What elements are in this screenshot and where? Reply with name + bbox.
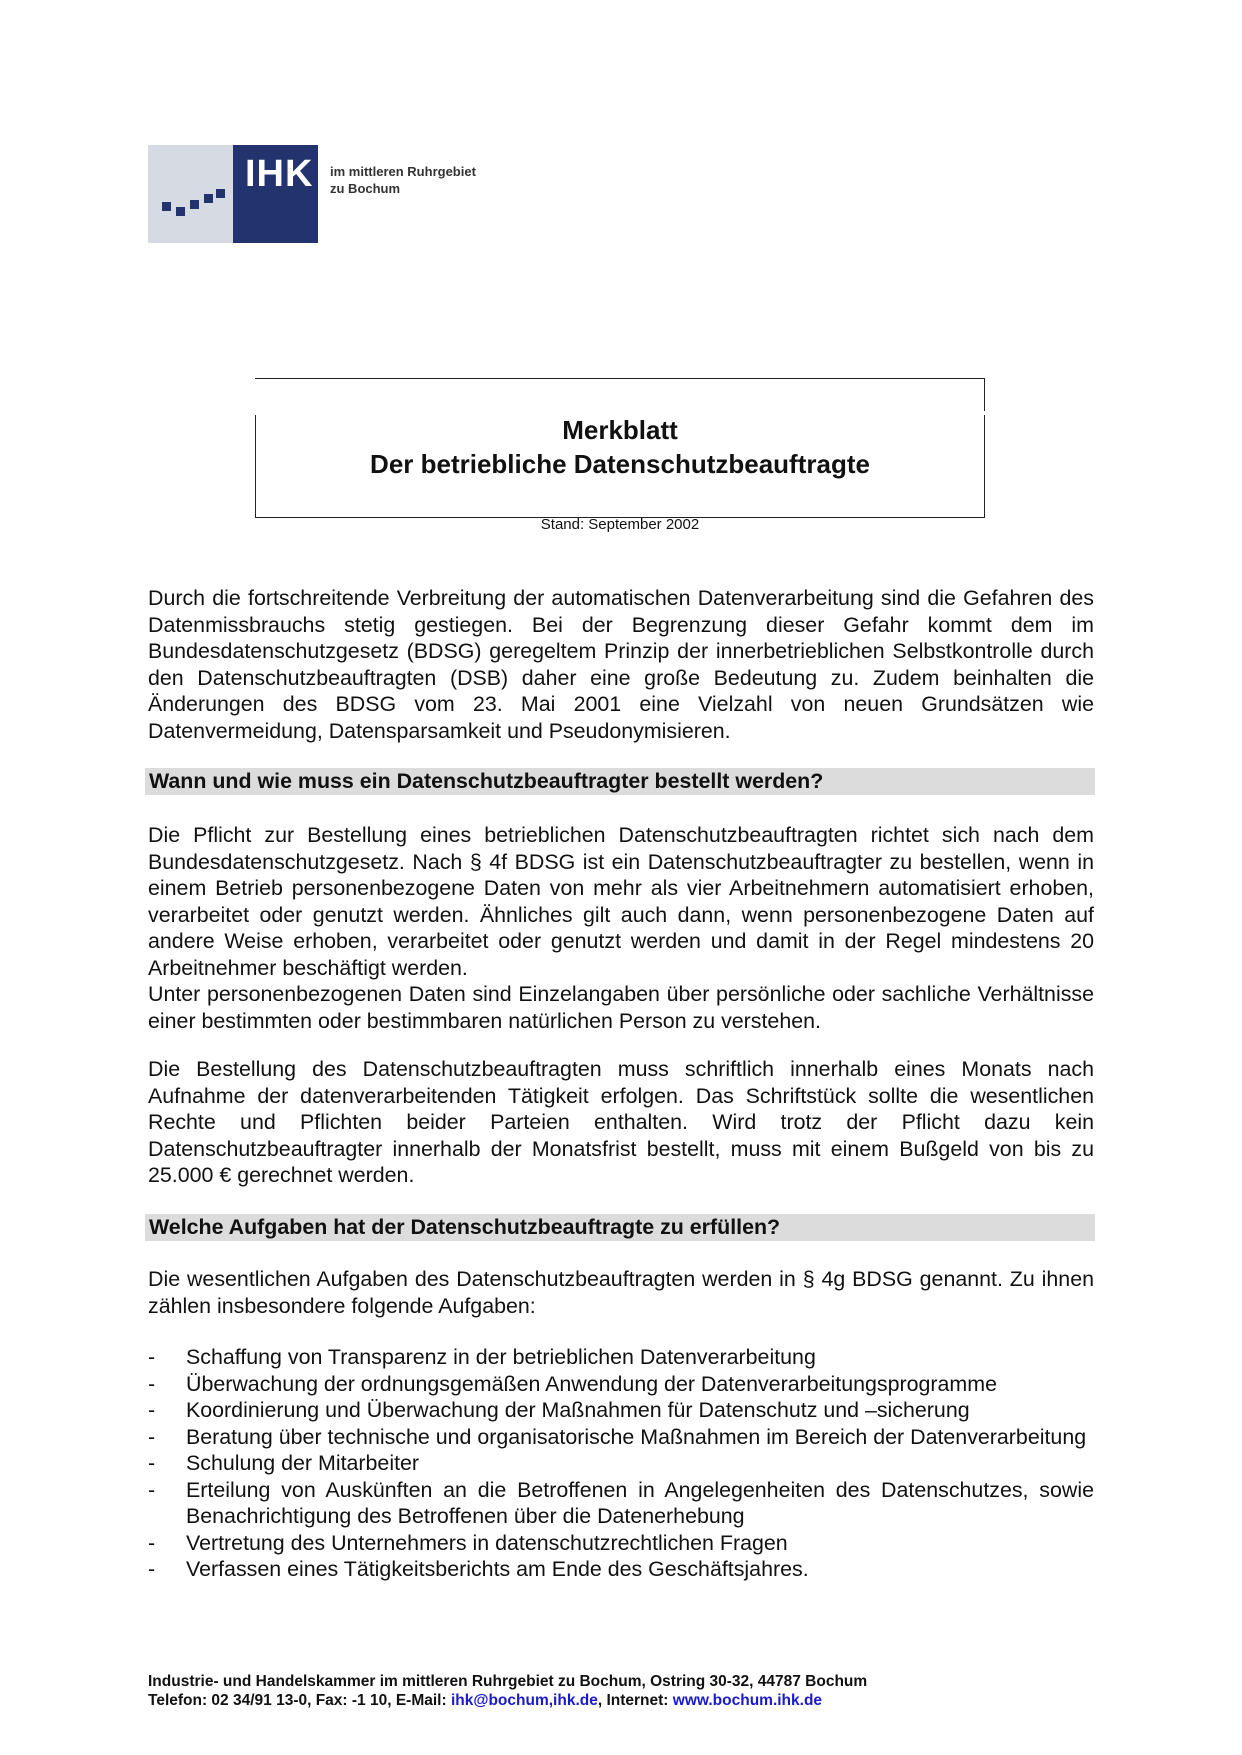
logo-square (190, 200, 199, 209)
list-item-text: Erteilung von Auskünften an die Betroffenen in Angelegenheiten des Datenschutzes, sowie Benachrichtigung des Betroffenen über die Datenerhebung (186, 1477, 1094, 1528)
title-box-border (984, 415, 985, 517)
paragraph: Die wesentlichen Aufgaben des Datenschutzbeauftragten werden in § 4g BDSG genannt. Zu ihnen zählen insbesondere folgende Aufgaben: (148, 1267, 1094, 1318)
bullet-dash: - (148, 1424, 156, 1449)
section-1-body-2 (148, 1056, 1094, 1189)
email-link[interactable]: ihk@bochum,ihk.de (450, 1692, 598, 1709)
list-item-text: Überwachung der ordnungsgemäßen Anwendung der Datenverarbeitungsprogramme (186, 1371, 997, 1396)
list-item (148, 1556, 1094, 1583)
footer-internet-label: , Internet: (597, 1692, 673, 1709)
bullet-dash: - (148, 1477, 156, 1502)
list-item (148, 1424, 1094, 1451)
bullet-dash: - (148, 1345, 156, 1369)
intro-text: Durch die fortschreitende Verbreitung der automatischen Datenverarbeitung sind die Gefahren des Datenmissbrauchs stetig gestiegen. Bei der Begrenzung dieser Gefahr kommt dem im Bundesdatenschutzgesetz (BDSG) geregeltem Prinzip der innerbetrieblichen Selbstkontrolle durch den Datenschutzbeauftragten (DSB) daher eine große Bedeutung zu. Zudem beinhalten die Änderungen des BDSG vom 23. Mai 2001 eine Vielzahl von neuen Grundsätzen wie Datenvermeidung, Datensparsamkeit und Pseudonymisieren. (148, 586, 1094, 743)
list-item (148, 1450, 1094, 1477)
list-item-text: Schulung der Mitarbeiter (186, 1451, 420, 1475)
bullet-dash: - (148, 1451, 156, 1475)
section-heading: Welche Aufgaben hat der Datenschutzbeauftragte zu erfüllen? (145, 1214, 1095, 1241)
logo-mark: IHK (245, 153, 314, 195)
bullet-dash: - (148, 1371, 156, 1396)
list-item (148, 1477, 1094, 1530)
logo-subline (330, 163, 500, 197)
ihk-logo (148, 145, 500, 243)
date-stand: Stand: September 2002 (540, 516, 700, 533)
intro-paragraph (148, 585, 1094, 744)
paragraph: Die Pflicht zur Bestellung eines betrieblichen Datenschutzbeauftragten richtet sich nach dem Bundesdatenschutzgesetz. Nach § 4f BDSG ist ein Datenschutzbeauftragter zu bestellen, wenn in einem Betrieb personenbezogene Daten von mehr als vier Arbeitnehmern automatisiert erhoben, verarbeitet oder genutzt werden. Ähnliches gilt auch dann, wenn personenbezogene Daten auf andere Weise erhoben, verarbeitet oder genutzt werden und damit in der Regel mindestens 20 Arbeitnehmer beschäftigt werden. (148, 823, 1094, 980)
logo-square (162, 202, 171, 211)
list-item-text: Vertretung des Unternehmers in datenschutzrechtlichen Fragen (186, 1530, 788, 1555)
list-item (148, 1344, 1094, 1371)
logo-square (216, 189, 225, 198)
logo-subline-1: im mittleren Ruhrgebiet (330, 164, 476, 179)
section-2-body (148, 1266, 1094, 1319)
logo-square (176, 207, 185, 216)
section-heading: Wann und wie muss ein Datenschutzbeauftragter bestellt werden? (145, 768, 1095, 795)
logo-square (204, 194, 213, 203)
page-subtitle: Der betriebliche Datenschutzbeauftragte (370, 449, 870, 479)
list-item-text: Beratung über technische und organisatorische Maßnahmen im Bereich der Datenverarbeitung (186, 1424, 1087, 1449)
title-box-border (255, 415, 256, 517)
footer-contact (148, 1691, 1094, 1710)
logo-grey-panel (148, 145, 233, 243)
task-list (148, 1344, 1094, 1583)
bullet-dash: - (148, 1530, 156, 1555)
website-link[interactable]: www.bochum.ihk.de (672, 1692, 823, 1709)
list-item (148, 1397, 1094, 1424)
list-item (148, 1371, 1094, 1398)
section-1-body (148, 822, 1094, 1034)
list-item-text: Koordinierung und Überwachung der Maßnahmen für Datenschutz und –sicherung (186, 1398, 970, 1422)
bullet-dash: - (148, 1557, 156, 1581)
bullet-dash: - (148, 1398, 156, 1422)
title-box (255, 378, 985, 518)
footer-address: Industrie- und Handelskammer im mittleren Ruhrgebiet zu Bochum, Ostring 30-32, 44787 Bochum (148, 1673, 868, 1690)
logo-subline-2: zu Bochum (330, 181, 401, 196)
page-title: Merkblatt (562, 415, 678, 445)
title-box-border (984, 379, 985, 411)
footer (148, 1672, 1094, 1710)
paragraph: Die Bestellung des Datenschutzbeauftragten muss schriftlich innerhalb eines Monats nach Aufnahme der datenverarbeitenden Tätigkeit erfolgen. Das Schriftstück sollte die wesentlichen Rechte und Pflichten beider Parteien enthalten. Wird trotz der Pflicht dazu kein Datenschutzbeauftragter innerhalb der Monatsfrist bestellt, muss mit einem Bußgeld von bis zu 25.000 € gerechnet werden. (148, 1057, 1094, 1187)
list-item-text: Verfassen eines Tätigkeitsberichts am Ende des Geschäftsjahres. (186, 1557, 809, 1581)
list-item-text: Schaffung von Transparenz in der betrieblichen Datenverarbeitung (186, 1345, 816, 1369)
paragraph: Unter personenbezogenen Daten sind Einzelangaben über persönliche oder sachliche Verhältnisse einer bestimmten oder bestimmbaren natürlichen Person zu verstehen. (148, 982, 1094, 1033)
list-item (148, 1530, 1094, 1557)
footer-phone: Telefon: 02 34/91 13-0, Fax: -1 10, E-Mail: (148, 1692, 451, 1709)
